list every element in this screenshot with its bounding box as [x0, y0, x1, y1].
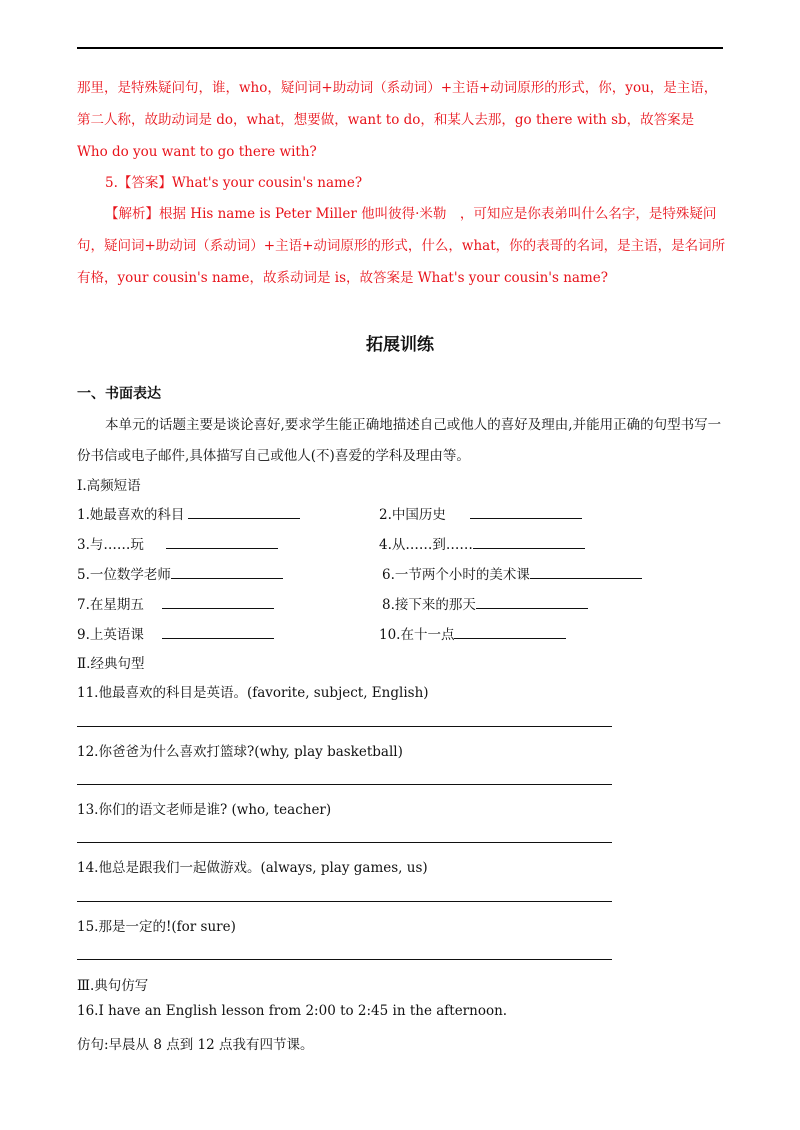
phrase-label: 6.一节两个小时的美术课 — [382, 567, 530, 583]
answer-line[interactable] — [77, 901, 612, 902]
sentence-prompt: 14.他总是跟我们一起做游戏。(always, play games, us) — [77, 860, 428, 876]
answer-blank[interactable] — [470, 504, 582, 519]
phrase-row — [77, 533, 727, 557]
phrase-item — [382, 593, 588, 613]
answer-5: 5.【答案】What's your cousin's name? — [105, 175, 363, 191]
phrase-item — [379, 533, 585, 553]
part1-heading: Ⅰ.高频短语 — [77, 478, 141, 494]
answer-blank[interactable] — [166, 534, 278, 549]
phrase-label: 5.一位数学老师 — [77, 567, 171, 583]
sentence-prompt: 13.你们的语文老师是谁? (who, teacher) — [77, 802, 332, 818]
phrase-row — [77, 563, 727, 587]
answer-blank[interactable] — [530, 564, 642, 579]
phrase-label: 4.从……到…… — [379, 537, 473, 553]
section-title: 拓展训练 — [366, 335, 434, 355]
part3-heading: Ⅲ.典句仿写 — [77, 978, 149, 994]
phrase-label: 8.接下来的那天 — [382, 597, 476, 613]
answer-explanation-paragraph: 那里，是特殊疑问句，谁，who，疑问词+助动词（系动词）+主语+动词原形的形式，你，you，是主语，第二人称，故助动词是 do，what，想要做，want to do，和某人去那，go there with sb，故答案是 Who do you want to go there with? — [77, 80, 718, 160]
answer-blank[interactable] — [188, 504, 300, 519]
phrase-label: 10.在十一点 — [379, 627, 455, 643]
phrase-item — [379, 503, 582, 523]
model-sentence: 16.I have an English lesson from 2:00 to 2:45 in the afternoon. — [77, 1003, 508, 1019]
phrase-label: 3.与……玩 — [77, 537, 144, 553]
answer-blank[interactable] — [473, 534, 585, 549]
header-rule — [77, 47, 723, 49]
phrase-label: 2.中国历史 — [379, 507, 446, 523]
phrase-item — [77, 533, 278, 553]
sentence-prompt: 15.那是一定的!(for sure) — [77, 919, 236, 935]
phrase-item — [382, 563, 642, 583]
phrase-label: 9.上英语课 — [77, 627, 144, 643]
phrase-label: 7.在星期五 — [77, 597, 144, 613]
answer-line[interactable] — [77, 726, 612, 727]
answer-line[interactable] — [77, 842, 612, 843]
answer-blank[interactable] — [171, 564, 283, 579]
phrase-row — [77, 593, 727, 617]
phrase-row — [77, 623, 727, 647]
answer-blank[interactable] — [162, 594, 274, 609]
imitation-prompt: 仿句:早晨从 8 点到 12 点我有四节课。 — [77, 1037, 314, 1053]
writing-intro: 本单元的话题主要是谈论喜好,要求学生能正确地描述自己或他人的喜好及理由,并能用正确的句型书写一份书信或电子邮件,具体描写自己或他人(不)喜爱的学科及理由等。 — [77, 417, 722, 464]
writing-heading: 一、书面表达 — [77, 386, 161, 402]
answer-blank[interactable] — [162, 624, 274, 639]
phrase-item — [77, 593, 274, 613]
analysis-5: 【解析】根据 His name is Peter Miller 他叫彼得·米勒 ，可知应是你表弟叫什么名字，是特殊疑问句，疑问词+助动词（系动词）+主语+动词原形的形式，什么，what，你的表哥的名词，是主语，是名词所有格，your cousin's name，故系动词是 is，故答案是 What's your cousin's name? — [77, 206, 726, 286]
sentence-prompt: 12.你爸爸为什么喜欢打篮球?(why, play basketball) — [77, 744, 403, 760]
phrase-row — [77, 503, 727, 527]
sentence-prompt: 11.他最喜欢的科目是英语。(favorite, subject, English) — [77, 685, 429, 701]
answer-blank[interactable] — [476, 594, 588, 609]
part2-heading: Ⅱ.经典句型 — [77, 656, 145, 672]
answer-line[interactable] — [77, 784, 612, 785]
phrase-item — [77, 563, 283, 583]
phrase-item — [379, 623, 566, 643]
phrase-item — [77, 503, 300, 523]
phrase-label: 1.她最喜欢的科目 — [77, 507, 185, 523]
answer-line[interactable] — [77, 959, 612, 960]
phrase-item — [77, 623, 274, 643]
answer-blank[interactable] — [454, 624, 566, 639]
